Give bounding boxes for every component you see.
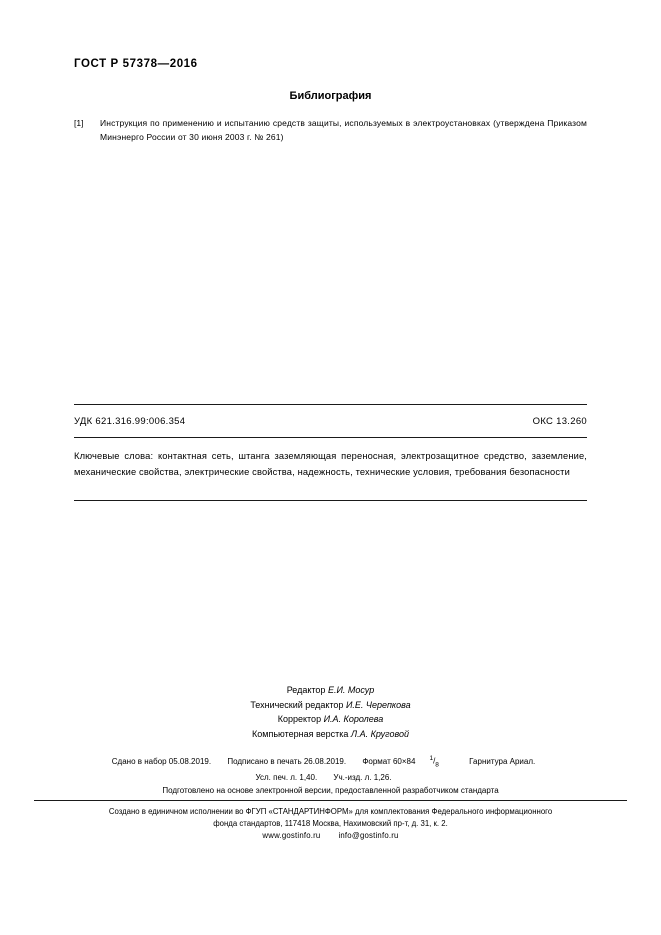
credit-name: Е.И. Мосур — [327, 685, 375, 695]
print-format-fraction: $^1/_8$ — [429, 755, 439, 769]
credit-role: Компьютерная верстка — [252, 728, 349, 739]
keywords-label: Ключевые слова: — [74, 451, 154, 461]
divider-top — [74, 404, 587, 405]
print-sheets-editorial: Уч.-изд. л. 1,26. — [333, 773, 392, 783]
print-sheets-conditional: Усл. печ. л. 1,40. — [255, 773, 318, 783]
credit-role: Технический редактор — [250, 699, 344, 710]
credit-row — [0, 683, 661, 698]
keywords-text: контактная сеть, штанга заземляющая переносная, электрозащитное средство, заземление, механические свойства, электрические свойства, надежность, технические условия, требования безопасности — [74, 451, 588, 477]
footer-email-link[interactable]: info@gostinfo.ru — [338, 831, 399, 840]
footer-contacts — [0, 830, 661, 842]
print-date-signed: Подписано в печать 26.08.2019. — [227, 756, 347, 766]
udk-code: УДК 621.316.99:006.354 — [74, 416, 186, 427]
credit-name: И.Е. Черепкова — [345, 699, 411, 710]
footer-line-1: Создано в единичном исполнении во ФГУП «СТАНДАРТИНФОРМ» для комплектования Федерального информационного — [108, 807, 553, 816]
credit-name: И.А. Королева — [323, 714, 384, 724]
bibliography-entry-text: Инструкция по применению и испытанию средств защиты, используемых в электроустановках (утверждена Приказом Минэнерго России от 30 июня 2003 г. № 261) — [100, 118, 587, 142]
credit-row — [0, 698, 661, 713]
credit-row — [0, 712, 661, 727]
credit-row — [0, 727, 661, 742]
divider-middle — [74, 437, 587, 438]
divider-bottom — [74, 500, 587, 501]
credit-name: Л.А. Круговой — [350, 728, 409, 739]
print-info-block — [0, 752, 661, 797]
standard-code: ГОСТ Р 57378—2016 — [74, 58, 198, 70]
print-info-line-3: Подготовлено на основе электронной версии, предоставленной разработчиком стандарта — [162, 786, 499, 796]
credit-role: Корректор — [277, 714, 322, 724]
footer-line-2: фонда стандартов, 117418 Москва, Нахимовский пр-т, д. 31, к. 2. — [213, 819, 448, 828]
classification-row — [74, 416, 587, 427]
keywords-block — [74, 448, 587, 480]
print-format: Формат 60×84 $^1/_8$ — [362, 757, 453, 766]
bibliography-entry-number: [1] — [74, 118, 84, 128]
oks-code: ОКС 13.260 — [532, 416, 587, 427]
footer-website-link[interactable]: www.gostinfo.ru — [262, 831, 321, 840]
print-info-line-2 — [0, 771, 661, 784]
bibliography-title: Библиография — [289, 90, 372, 102]
credit-role: Редактор — [286, 685, 326, 695]
footer-block — [0, 806, 661, 842]
credits-block — [0, 683, 661, 741]
print-date-typeset: Сдано в набор 05.08.2019. — [111, 756, 212, 766]
bibliography-entry — [74, 116, 587, 144]
print-typeface: Гарнитура Ариал. — [469, 756, 536, 766]
print-info-line-1 — [0, 752, 661, 771]
footer-divider — [34, 800, 627, 801]
